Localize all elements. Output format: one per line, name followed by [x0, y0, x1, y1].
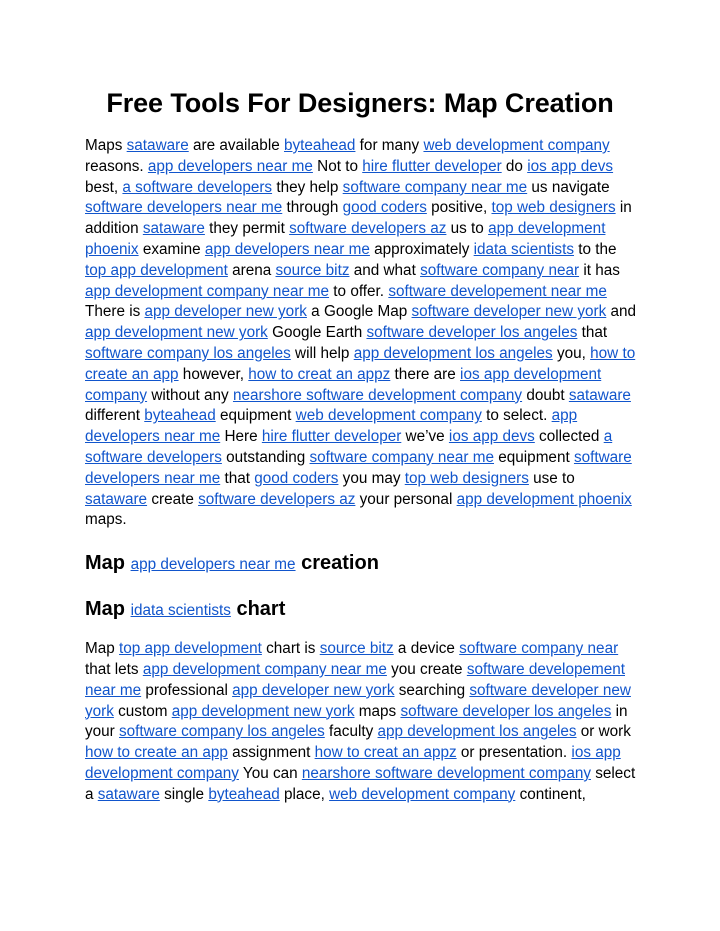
inline-link[interactable]: software company near me [342, 178, 528, 196]
inline-link[interactable]: ios app development company [85, 365, 602, 404]
body-text: do [501, 157, 528, 175]
body-text: without any [147, 386, 233, 404]
inline-link[interactable]: app developer new york [232, 681, 395, 699]
body-text: you, [552, 344, 591, 362]
inline-link[interactable]: app development company near me [142, 660, 387, 678]
heading-link[interactable]: app developers near me [130, 556, 296, 574]
body-text: you create [386, 660, 467, 678]
body-text: a device [393, 640, 460, 658]
inline-link[interactable]: app development los angeles [353, 344, 553, 362]
body-text: equipment [215, 407, 296, 425]
inline-link[interactable]: ios app devs [527, 157, 614, 175]
inline-link[interactable]: how to creat an appz [248, 365, 391, 383]
inline-link[interactable]: good coders [342, 199, 427, 217]
body-text: you may [338, 469, 405, 487]
inline-link[interactable]: sataware [85, 490, 148, 508]
inline-link[interactable]: web development company [329, 785, 516, 803]
inline-link[interactable]: app development phoenix [456, 490, 632, 508]
inline-link[interactable]: top app development [85, 261, 228, 279]
body-text: to offer. [329, 282, 389, 300]
body-text: chart is [261, 640, 320, 658]
inline-link[interactable]: software developers az [289, 220, 447, 238]
body-text: create [147, 490, 199, 508]
heading-text-after: creation [295, 552, 379, 575]
body-text: us navigate [527, 178, 610, 196]
body-text: faculty [324, 723, 378, 741]
inline-link[interactable]: software company near me [309, 448, 495, 466]
heading-text-before: Map [85, 552, 131, 575]
body-text: your personal [355, 490, 457, 508]
body-text: or presentation. [456, 744, 572, 762]
inline-link[interactable]: source bitz [275, 261, 350, 279]
inline-link[interactable]: nearshore software development company [301, 764, 591, 782]
inline-link[interactable]: software developers near me [85, 448, 632, 487]
inline-link[interactable]: how to create an app [85, 744, 228, 762]
body-text: it has [579, 261, 620, 279]
inline-link[interactable]: web development company [295, 407, 482, 425]
inline-link[interactable]: sataware [142, 220, 205, 238]
page-title: Free Tools For Designers: Map Creation [106, 88, 614, 118]
inline-link[interactable]: app development new york [171, 702, 355, 720]
inline-link[interactable]: hire flutter developer [261, 428, 402, 446]
inline-link[interactable]: software developement near me [85, 660, 625, 699]
inline-link[interactable]: byteahead [208, 785, 280, 803]
map-chart-paragraph [85, 639, 637, 805]
inline-link[interactable]: how to creat an appz [314, 744, 457, 762]
body-text: to select. [481, 407, 552, 425]
body-text: in your [85, 702, 628, 741]
inline-link[interactable]: software developers near me [85, 199, 283, 217]
body-text: maps [354, 702, 401, 720]
inline-link[interactable]: web development company [423, 137, 610, 154]
body-text: through [282, 199, 343, 217]
inline-link[interactable]: byteahead [144, 407, 216, 425]
inline-link[interactable]: app development new york [85, 324, 268, 342]
body-text: that [220, 469, 255, 487]
body-text: searching [394, 681, 470, 699]
body-text: Google Earth [267, 324, 367, 342]
document-page [85, 84, 645, 806]
body-text: approximately [369, 240, 474, 258]
body-text: professional [141, 681, 233, 699]
body-text: positive, [426, 199, 492, 217]
inline-link[interactable]: app development company near me [85, 282, 330, 300]
inline-link[interactable]: a software developers [85, 428, 613, 466]
inline-link[interactable]: software developers az [198, 490, 356, 508]
body-text: however, [178, 365, 249, 383]
body-text: to the [573, 240, 617, 258]
inline-link[interactable]: software company near [459, 640, 619, 658]
body-text: collected [534, 428, 604, 446]
inline-link[interactable]: how to create an app [85, 344, 636, 383]
body-text: Map [85, 640, 120, 658]
body-text: they help [272, 178, 343, 196]
body-text: reasons. [85, 157, 148, 175]
body-text: examine [138, 240, 205, 258]
body-text: and what [349, 261, 421, 279]
inline-link[interactable]: source bitz [319, 640, 394, 658]
inline-link[interactable]: idata scientists [473, 240, 574, 258]
heading-text-before: Map [85, 598, 131, 621]
body-text: different [85, 407, 145, 425]
inline-link[interactable]: software company los angeles [85, 344, 291, 362]
body-text: that [577, 324, 608, 342]
body-text: equipment [494, 448, 574, 466]
body-text: that lets [85, 660, 143, 678]
body-text: You can [238, 764, 302, 782]
body-text: single [159, 785, 209, 803]
inline-link[interactable]: top web designers [404, 469, 529, 487]
intro-paragraph [85, 136, 637, 531]
inline-link[interactable]: software developer new york [85, 681, 631, 720]
body-text: outstanding [221, 448, 310, 466]
heading-link[interactable]: idata scientists [130, 602, 231, 620]
body-text: there are [390, 365, 461, 383]
inline-link[interactable]: app developers near me [204, 240, 370, 258]
body-text: doubt [522, 386, 569, 404]
body-text: There is [85, 303, 145, 321]
body-text: will help [290, 344, 354, 362]
heading-text-after: chart [230, 598, 286, 621]
section-heading-map-creation [85, 549, 645, 579]
body-text: are available [188, 137, 284, 154]
body-text: a Google Map [306, 303, 412, 321]
section-heading-map-chart [85, 595, 645, 625]
inline-link[interactable]: software developer los angeles [400, 702, 612, 720]
inline-link[interactable]: app developer new york [144, 303, 307, 321]
body-text: maps. [85, 511, 127, 529]
inline-link[interactable]: software developer new york [411, 303, 607, 321]
body-text: assignment [227, 744, 315, 762]
body-text: place, [279, 785, 330, 803]
inline-link[interactable]: app development los angeles [377, 723, 577, 741]
inline-link[interactable]: software developement near me [388, 282, 607, 300]
inline-link[interactable]: top app development [119, 640, 262, 658]
body-text: and [606, 303, 637, 321]
body-text: arena [227, 261, 276, 279]
inline-link[interactable]: app developers near me [85, 407, 578, 446]
inline-link[interactable]: ios app development company [85, 744, 621, 782]
body-text: custom [113, 702, 172, 720]
body-text: continent, [515, 785, 586, 803]
body-text: Not to [312, 157, 363, 175]
body-text: they permit [204, 220, 290, 238]
inline-link[interactable]: top web designers [491, 199, 616, 217]
inline-link[interactable]: software developer los angeles [366, 324, 578, 342]
body-text: best, [85, 178, 123, 196]
inline-link[interactable]: hire flutter developer [362, 157, 502, 175]
inline-link[interactable]: good coders [254, 469, 339, 487]
inline-link[interactable]: software company near [420, 261, 580, 279]
body-text: us to [446, 220, 489, 238]
inline-link[interactable]: byteahead [283, 137, 356, 154]
inline-link[interactable]: app development phoenix [85, 220, 606, 258]
inline-link[interactable]: sataware [568, 386, 631, 404]
body-text: in addition [85, 199, 632, 238]
inline-link[interactable]: a software developers [122, 178, 273, 196]
inline-link[interactable]: ios app devs [448, 428, 535, 446]
body-text: or work [576, 723, 631, 741]
body-text: Maps [85, 137, 127, 154]
inline-link[interactable]: app developers near me [147, 157, 313, 175]
inline-link[interactable]: software company los angeles [119, 723, 325, 741]
body-text: we’ve [401, 428, 449, 446]
body-text: Here [220, 428, 262, 446]
body-text: select a [85, 764, 636, 803]
inline-link[interactable]: sataware [126, 137, 189, 154]
body-text: for many [355, 137, 424, 154]
inline-link[interactable]: sataware [97, 785, 160, 803]
inline-link[interactable]: nearshore software development company [232, 386, 523, 404]
body-text: use to [528, 469, 575, 487]
